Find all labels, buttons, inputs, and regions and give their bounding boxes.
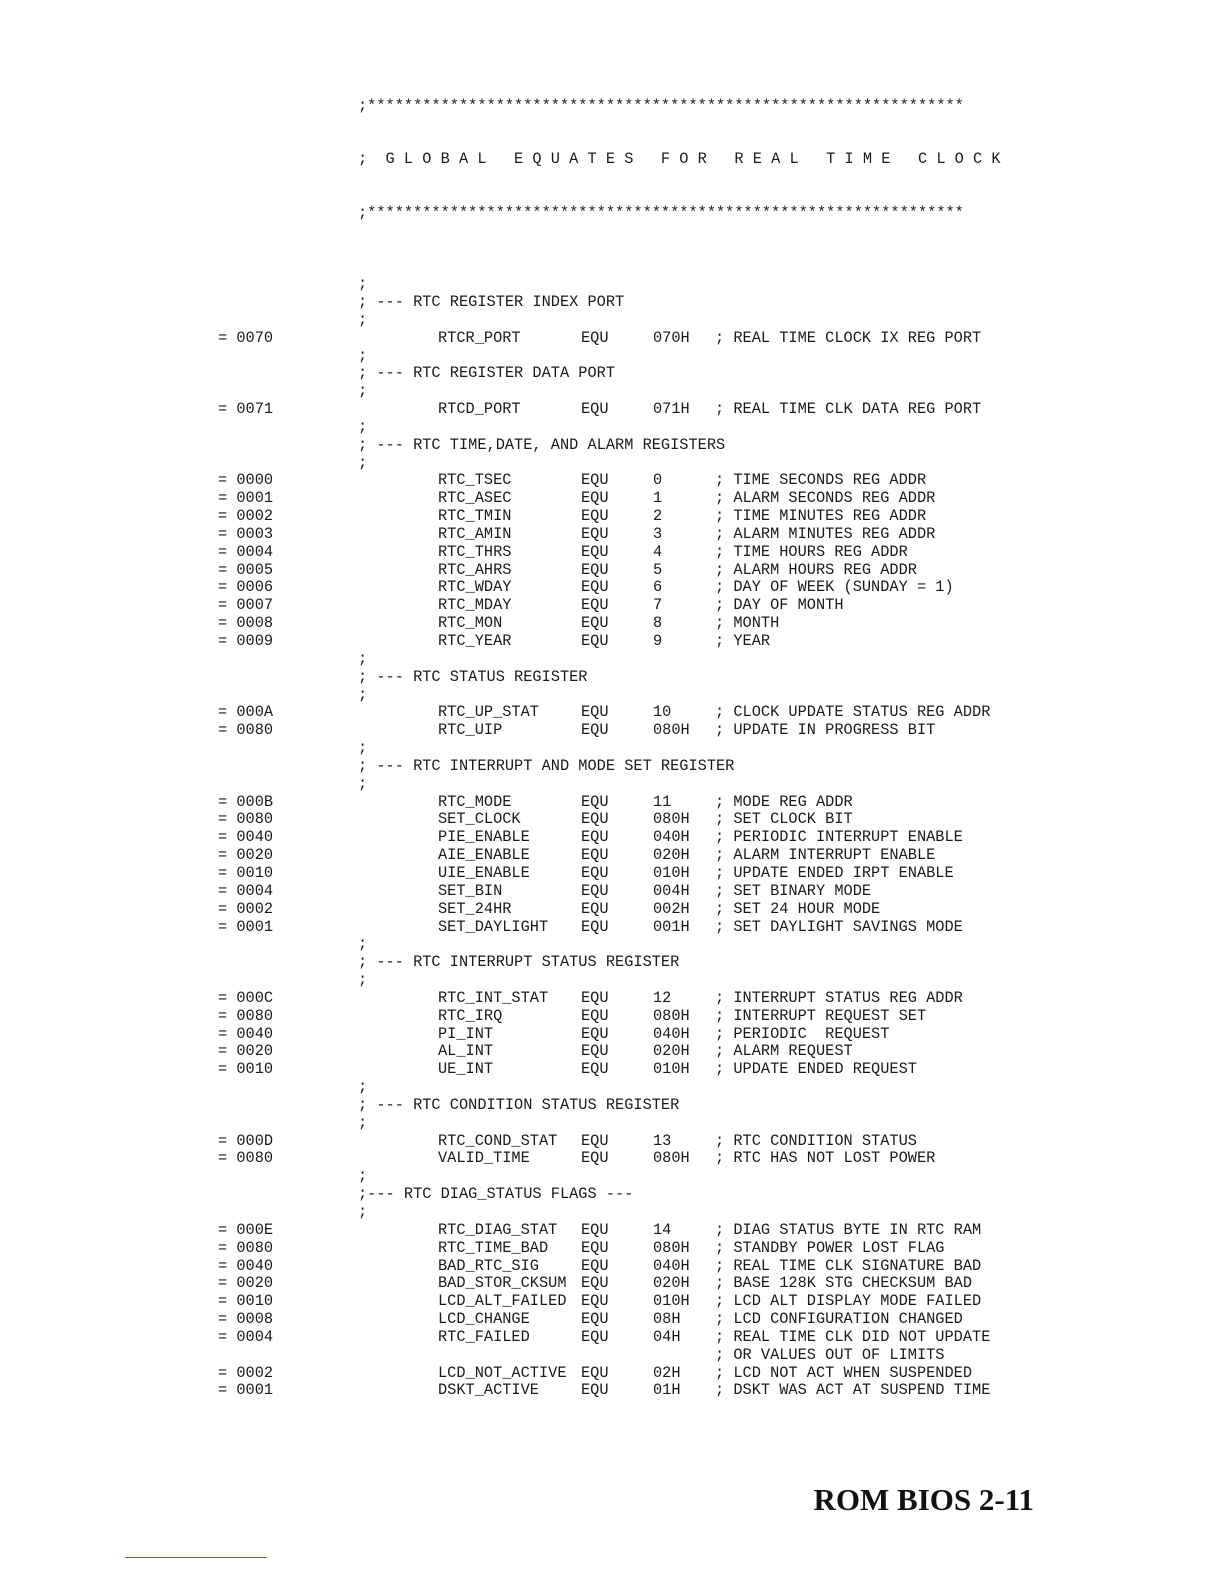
directive: EQU [581, 596, 609, 615]
blank-line [218, 258, 1001, 276]
symbol-name: LCD_CHANGE [438, 1310, 530, 1329]
section-comment-line [218, 669, 1001, 687]
equate-value: = 0005 [218, 560, 274, 579]
equate-value: = 0080 [218, 1006, 274, 1025]
comment: ; REAL TIME CLK DATA REG PORT [715, 400, 982, 419]
symbol-name: RTC_TMIN [438, 507, 512, 526]
section-heading: ; --- RTC TIME,DATE, AND ALARM REGISTERS [358, 435, 726, 454]
comment: ; DSKT WAS ACT AT SUSPEND TIME [715, 1381, 991, 1400]
section-comment-line [218, 1186, 1001, 1204]
comment: ; TIME SECONDS REG ADDR [715, 471, 927, 490]
comment: ; OR VALUES OUT OF LIMITS [715, 1345, 945, 1364]
page-footer-label: ROM BIOS 2-11 [813, 1482, 1034, 1517]
semicolon-line [218, 455, 1001, 473]
equate-value: = 0001 [218, 1381, 274, 1400]
equate-value: = 0071 [218, 400, 274, 419]
equate-value: = 0020 [218, 1274, 274, 1293]
directive: EQU [581, 863, 609, 882]
semicolon-line [218, 383, 1001, 401]
equate-line [218, 1382, 1001, 1400]
operand: 10 [653, 703, 672, 722]
directive: EQU [581, 1220, 609, 1239]
directive: EQU [581, 614, 609, 633]
equate-value: = 0080 [218, 721, 274, 740]
equate-line [218, 901, 1001, 919]
semicolon-line [218, 312, 1001, 330]
comment-continuation-line [218, 1347, 1001, 1365]
equate-line [218, 704, 1001, 722]
header-title: ; G L O B A L E Q U A T E S F O R R E A L T I M E C L O C K [358, 150, 1001, 169]
decorative-underline [125, 1557, 267, 1558]
directive: EQU [581, 542, 609, 561]
symbol-name: LCD_NOT_ACTIVE [438, 1363, 567, 1382]
semicolon: ; [358, 971, 368, 990]
directive: EQU [581, 632, 609, 650]
equate-value: = 0040 [218, 1256, 274, 1275]
section-heading: ; --- RTC STATUS REGISTER [358, 667, 588, 686]
equate-value: = 0010 [218, 1292, 274, 1311]
symbol-name: AL_INT [438, 1042, 494, 1061]
operand: 080H [653, 1149, 690, 1168]
directive: EQU [581, 703, 609, 722]
operand: 010H [653, 863, 690, 882]
symbol-name: RTC_WDAY [438, 578, 512, 597]
operand: 2 [653, 507, 663, 526]
comment: ; ALARM REQUEST [715, 1042, 853, 1061]
semicolon-line [218, 776, 1001, 794]
comment: ; REAL TIME CLOCK IX REG PORT [715, 328, 982, 347]
symbol-name: LCD_ALT_FAILED [438, 1292, 567, 1311]
operand: 01H [653, 1381, 681, 1400]
equate-value: = 0040 [218, 828, 274, 847]
directive: EQU [581, 507, 609, 526]
symbol-name: RTCR_PORT [438, 328, 521, 347]
semicolon: ; [358, 649, 368, 668]
directive: EQU [581, 988, 609, 1007]
comment: ; CLOCK UPDATE STATUS REG ADDR [715, 703, 991, 722]
operand: 08H [653, 1310, 681, 1329]
comment: ; ALARM SECONDS REG ADDR [715, 489, 936, 508]
comment: ; INTERRUPT STATUS REG ADDR [715, 988, 963, 1007]
operand: 12 [653, 988, 672, 1007]
semicolon: ; [358, 774, 368, 793]
operand: 020H [653, 1042, 690, 1061]
comment: ; YEAR [715, 632, 771, 650]
equate-value: = 0080 [218, 1238, 274, 1257]
semicolon: ; [358, 685, 368, 704]
comment: ; DAY OF MONTH [715, 596, 844, 615]
equate-line [218, 544, 1001, 562]
equate-line [218, 1311, 1001, 1329]
section-heading: ; --- RTC CONDITION STATUS REGISTER [358, 1095, 680, 1114]
equate-line [218, 579, 1001, 597]
semicolon-line [218, 1115, 1001, 1133]
equate-value: = 0040 [218, 1024, 274, 1043]
symbol-name: RTC_IRQ [438, 1006, 503, 1025]
operand: 8 [653, 614, 663, 633]
header-stars-top: ;***************************************************************** [358, 96, 964, 115]
equate-line [218, 1240, 1001, 1258]
equate-value: = 0002 [218, 507, 274, 526]
semicolon-line [218, 687, 1001, 705]
operand: 04H [653, 1327, 681, 1346]
equate-line [218, 1293, 1001, 1311]
semicolon-line [218, 1204, 1001, 1222]
symbol-name: RTC_YEAR [438, 632, 512, 650]
semicolon-line [218, 972, 1001, 990]
equate-value: = 0003 [218, 524, 274, 543]
directive: EQU [581, 1327, 609, 1346]
equate-line [218, 633, 1001, 651]
equate-line [218, 1008, 1001, 1026]
symbol-name: RTC_AHRS [438, 560, 512, 579]
semicolon: ; [358, 1078, 368, 1097]
semicolon: ; [358, 310, 368, 329]
section-comment-line [218, 294, 1001, 312]
equate-value: = 0004 [218, 542, 274, 561]
symbol-name: RTC_COND_STAT [438, 1131, 558, 1150]
equate-line [218, 811, 1001, 829]
symbol-name: PIE_ENABLE [438, 828, 530, 847]
directive: EQU [581, 1363, 609, 1382]
operand: 0 [653, 471, 663, 490]
comment: ; REAL TIME CLK SIGNATURE BAD [715, 1256, 982, 1275]
operand: 020H [653, 846, 690, 865]
directive: EQU [581, 1381, 609, 1400]
comment: ; PERIODIC REQUEST [715, 1024, 890, 1043]
equate-value: = 0000 [218, 471, 274, 490]
equate-line [218, 526, 1001, 544]
comment: ; UPDATE IN PROGRESS BIT [715, 721, 936, 740]
symbol-name: RTC_THRS [438, 542, 512, 561]
directive: EQU [581, 1060, 609, 1079]
equate-line [218, 919, 1001, 937]
semicolon: ; [358, 1167, 368, 1186]
equate-line [218, 330, 1001, 348]
symbol-name: SET_DAYLIGHT [438, 917, 549, 936]
comment: ; DIAG STATUS BYTE IN RTC RAM [715, 1220, 982, 1239]
symbol-name: PI_INT [438, 1024, 494, 1043]
operand: 5 [653, 560, 663, 579]
comment: ; MODE REG ADDR [715, 792, 853, 811]
operand: 11 [653, 792, 672, 811]
directive: EQU [581, 471, 609, 490]
directive: EQU [581, 400, 609, 419]
operand: 040H [653, 1256, 690, 1275]
semicolon: ; [358, 1113, 368, 1132]
symbol-name: RTC_TSEC [438, 471, 512, 490]
equate-value: = 0001 [218, 917, 274, 936]
comment: ; LCD CONFIGURATION CHANGED [715, 1310, 963, 1329]
semicolon-line [218, 740, 1001, 758]
section-heading: ; --- RTC INTERRUPT AND MODE SET REGISTER [358, 756, 735, 775]
operand: 3 [653, 524, 663, 543]
equate-line [218, 490, 1001, 508]
symbol-name: RTC_MODE [438, 792, 512, 811]
operand: 9 [653, 632, 663, 650]
symbol-name: UE_INT [438, 1060, 494, 1079]
symbol-name: RTC_AMIN [438, 524, 512, 543]
header-stars-bottom: ;***************************************************************** [358, 203, 964, 222]
symbol-name: BAD_STOR_CKSUM [438, 1274, 567, 1293]
comment: ; UPDATE ENDED REQUEST [715, 1060, 917, 1079]
equate-value: = 0002 [218, 899, 274, 918]
equate-line [218, 1150, 1001, 1168]
equate-line [218, 990, 1001, 1008]
operand: 02H [653, 1363, 681, 1382]
equate-value: = 0010 [218, 1060, 274, 1079]
semicolon: ; [358, 739, 368, 758]
operand: 080H [653, 810, 690, 829]
directive: EQU [581, 1024, 609, 1043]
equate-line [218, 472, 1001, 490]
directive: EQU [581, 828, 609, 847]
comment: ; ALARM MINUTES REG ADDR [715, 524, 936, 543]
symbol-name: RTC_MON [438, 614, 503, 633]
comment: ; ALARM INTERRUPT ENABLE [715, 846, 936, 865]
operand: 13 [653, 1131, 672, 1150]
equate-line [218, 1061, 1001, 1079]
semicolon-line [218, 1168, 1001, 1186]
equate-line [218, 1222, 1001, 1240]
directive: EQU [581, 524, 609, 543]
directive: EQU [581, 578, 609, 597]
equate-line [218, 1258, 1001, 1276]
operand: 020H [653, 1274, 690, 1293]
symbol-name: BAD_RTC_SIG [438, 1256, 539, 1275]
section-heading: ; --- RTC REGISTER INDEX PORT [358, 292, 625, 311]
section-comment-line [218, 758, 1001, 776]
symbol-name: SET_CLOCK [438, 810, 521, 829]
equate-value: = 0020 [218, 846, 274, 865]
equate-line [218, 865, 1001, 883]
equate-line [218, 1275, 1001, 1293]
operand: 071H [653, 400, 690, 419]
comment: ; UPDATE ENDED IRPT ENABLE [715, 863, 954, 882]
equate-line [218, 1026, 1001, 1044]
equate-line [218, 883, 1001, 901]
comment: ; SET BINARY MODE [715, 881, 872, 900]
semicolon-line [218, 419, 1001, 437]
equate-value: = 0008 [218, 614, 274, 633]
symbol-name: VALID_TIME [438, 1149, 530, 1168]
directive: EQU [581, 1310, 609, 1329]
directive: EQU [581, 721, 609, 740]
operand: 070H [653, 328, 690, 347]
comment: ; RTC CONDITION STATUS [715, 1131, 917, 1150]
comment: ; SET DAYLIGHT SAVINGS MODE [715, 917, 963, 936]
comment: ; LCD NOT ACT WHEN SUSPENDED [715, 1363, 973, 1382]
directive: EQU [581, 1238, 609, 1257]
operand: 040H [653, 828, 690, 847]
symbol-name: RTC_DIAG_STAT [438, 1220, 558, 1239]
comment: ; SET 24 HOUR MODE [715, 899, 881, 918]
section-heading: ; --- RTC INTERRUPT STATUS REGISTER [358, 953, 680, 972]
equate-value: = 0010 [218, 863, 274, 882]
equate-line [218, 794, 1001, 812]
directive: EQU [581, 1006, 609, 1025]
operand: 010H [653, 1292, 690, 1311]
operand: 040H [653, 1024, 690, 1043]
equate-value: = 000D [218, 1131, 274, 1150]
operand: 010H [653, 1060, 690, 1079]
equate-line [218, 1329, 1001, 1347]
equate-value: = 0009 [218, 632, 274, 650]
section-comment-line [218, 1097, 1001, 1115]
directive: EQU [581, 1149, 609, 1168]
semicolon: ; [358, 417, 368, 436]
equate-value: = 0080 [218, 1149, 274, 1168]
comment: ; BASE 128K STG CHECKSUM BAD [715, 1274, 973, 1293]
equate-value: = 0001 [218, 489, 274, 508]
operand: 7 [653, 596, 663, 615]
operand: 1 [653, 489, 663, 508]
section-comment-line [218, 954, 1001, 972]
operand: 002H [653, 899, 690, 918]
directive: EQU [581, 810, 609, 829]
semicolon: ; [358, 935, 368, 954]
assembly-listing [218, 62, 1001, 1400]
equate-value: = 0080 [218, 810, 274, 829]
symbol-name: RTC_TIME_BAD [438, 1238, 549, 1257]
equate-value: = 0008 [218, 1310, 274, 1329]
comment: ; RTC HAS NOT LOST POWER [715, 1149, 936, 1168]
equate-line [218, 401, 1001, 419]
comment: ; INTERRUPT REQUEST SET [715, 1006, 927, 1025]
semicolon: ; [358, 382, 368, 401]
comment: ; STANDBY POWER LOST FLAG [715, 1238, 945, 1257]
equate-value: = 0002 [218, 1363, 274, 1382]
operand: 14 [653, 1220, 672, 1239]
directive: EQU [581, 846, 609, 865]
equate-value: = 000C [218, 988, 274, 1007]
directive: EQU [581, 328, 609, 347]
section-comment-line [218, 437, 1001, 455]
operand: 004H [653, 881, 690, 900]
comment: ; REAL TIME CLK DID NOT UPDATE [715, 1327, 991, 1346]
symbol-name: RTC_INT_STAT [438, 988, 549, 1007]
equate-value: = 0006 [218, 578, 274, 597]
equate-line [218, 1133, 1001, 1151]
directive: EQU [581, 560, 609, 579]
equate-line [218, 722, 1001, 740]
operand: 001H [653, 917, 690, 936]
semicolon-line [218, 1079, 1001, 1097]
comment: ; DAY OF WEEK (SUNDAY = 1) [715, 578, 954, 597]
equate-value: = 0004 [218, 881, 274, 900]
equate-line [218, 597, 1001, 615]
equate-line [218, 1043, 1001, 1061]
equate-line [218, 829, 1001, 847]
section-comment-line [218, 365, 1001, 383]
symbol-name: RTC_ASEC [438, 489, 512, 508]
symbol-name: RTCD_PORT [438, 400, 521, 419]
semicolon: ; [358, 275, 368, 294]
directive: EQU [581, 917, 609, 936]
equate-line [218, 562, 1001, 580]
symbol-name: AIE_ENABLE [438, 846, 530, 865]
symbol-name: RTC_UIP [438, 721, 503, 740]
symbol-name: RTC_MDAY [438, 596, 512, 615]
directive: EQU [581, 881, 609, 900]
semicolon-line [218, 651, 1001, 669]
directive: EQU [581, 792, 609, 811]
equate-value: = 0070 [218, 328, 274, 347]
symbol-name: RTC_FAILED [438, 1327, 530, 1346]
operand: 4 [653, 542, 663, 561]
directive: EQU [581, 1042, 609, 1061]
directive: EQU [581, 1256, 609, 1275]
semicolon-line [218, 276, 1001, 294]
equate-line [218, 1365, 1001, 1383]
comment: ; ALARM HOURS REG ADDR [715, 560, 917, 579]
comment: ; SET CLOCK BIT [715, 810, 853, 829]
equate-line [218, 508, 1001, 526]
operand: 080H [653, 721, 690, 740]
symbol-name: DSKT_ACTIVE [438, 1381, 539, 1400]
comment: ; PERIODIC INTERRUPT ENABLE [715, 828, 963, 847]
equate-value: = 0007 [218, 596, 274, 615]
directive: EQU [581, 1131, 609, 1150]
symbol-name: SET_BIN [438, 881, 503, 900]
equate-value: = 0020 [218, 1042, 274, 1061]
operand: 6 [653, 578, 663, 597]
directive: EQU [581, 1292, 609, 1311]
semicolon-line [218, 348, 1001, 366]
equate-line [218, 615, 1001, 633]
equate-value: = 0004 [218, 1327, 274, 1346]
semicolon: ; [358, 1203, 368, 1221]
comment: ; LCD ALT DISPLAY MODE FAILED [715, 1292, 982, 1311]
equate-value: = 000B [218, 792, 274, 811]
equate-line [218, 847, 1001, 865]
symbol-name: RTC_UP_STAT [438, 703, 539, 722]
operand: 080H [653, 1238, 690, 1257]
section-heading: ; --- RTC REGISTER DATA PORT [358, 364, 616, 383]
comment: ; TIME MINUTES REG ADDR [715, 507, 927, 526]
comment: ; MONTH [715, 614, 780, 633]
directive: EQU [581, 1274, 609, 1293]
symbol-name: UIE_ENABLE [438, 863, 530, 882]
directive: EQU [581, 899, 609, 918]
semicolon: ; [358, 453, 368, 472]
comment: ; TIME HOURS REG ADDR [715, 542, 908, 561]
symbol-name: SET_24HR [438, 899, 512, 918]
equate-value: = 000E [218, 1220, 274, 1239]
equate-value: = 000A [218, 703, 274, 722]
directive: EQU [581, 489, 609, 508]
section-heading: ;--- RTC DIAG_STATUS FLAGS --- [358, 1185, 634, 1204]
operand: 080H [653, 1006, 690, 1025]
semicolon-line [218, 936, 1001, 954]
semicolon: ; [358, 346, 368, 365]
